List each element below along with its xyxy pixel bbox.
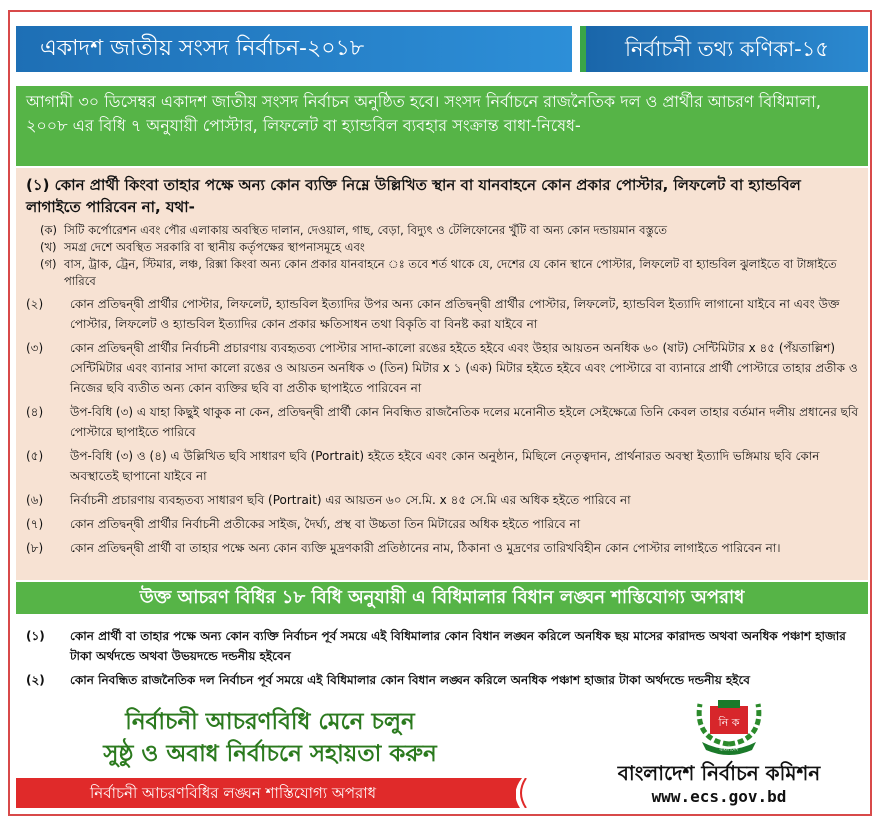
rule-text: কোন প্রতিদ্বন্দ্বী প্রার্থী বা তাহার পক্ষে অন্য কোন ব্যক্তি মুদ্রণকারী প্রতিষ্ঠানের নাম, ঠিকানা ও মুদ্রণের তারিখবিহীন কোন পোস্টার লাগাইতে পারিবেন না।: [70, 541, 781, 555]
rule-marker: (৪): [26, 405, 44, 419]
penalty-text: কোন নিবন্ধিত রাজনৈতিক দল নির্বাচন পূর্ব সময়ে এই বিধিমালার কোন বিধান লঙ্ঘন করিলে অনধিক পঞ্চাশ হাজার টাকা অর্থদন্ডে দন্ডনীয় হইবে: [70, 673, 750, 687]
penalty-marker: (১): [26, 629, 45, 643]
rule-item: [26, 538, 858, 558]
rules-panel: [16, 168, 868, 580]
rule-1-sub-item: [26, 222, 858, 239]
rule-item: [26, 402, 858, 442]
rule-1-sub-item: [26, 239, 858, 256]
penalty-marker: (২): [26, 673, 45, 687]
logo-ribbon-text: বাংলাদেশ: [719, 747, 739, 753]
rule-1-text: (১) কোন প্রার্থী কিংবা তাহার পক্ষে অন্য কোন ব্যক্তি নিম্নে উল্লিখিত স্থান বা যানবাহনে কোন প্রকার পোস্টার, লিফলেট বা হ্যান্ডবিল লাগাইতে পারিবেন না, যথা-: [26, 176, 801, 216]
sub-item-text: বাস, ট্রাক, ট্রেন, স্টিমার, লঞ্চ, রিক্সা কিংবা অন্য কোন প্রকার যানবাহনে ঃ তবে শর্ত থাকে যে, দেশের যে কোন স্থানে পোস্টার, লিফলেট বা হ্যান্ডবিল ঝুলাইতে বা টাঙ্গাইতে পারিবে: [64, 257, 837, 288]
logo-letters: নি ক: [718, 716, 740, 729]
intro-text: আগামী ৩০ ডিসেম্বর একাদশ জাতীয় সংসদ নির্বাচন অনুষ্ঠিত হবে। সংসদ নির্বাচনে রাজনৈতিক দল ও প্রার্থীর আচরণ বিধিমালা, ২০০৮ এর বিধি ৭ অনুযায়ী পোস্টার, লিফলেট বা হ্যান্ডবিল ব্যবহার সংক্রান্ত বাধা-নিষেধ-: [16, 86, 868, 166]
rule-item: [26, 514, 858, 534]
rule-text: নির্বাচনী প্রচারণায় ব্যবহৃতব্য সাধারণ ছবি (Portrait) এর আয়তন ৬০ সে.মি. x ৪৫ সে.মি এর অধিক হইতে পারিবে না: [70, 493, 631, 507]
rule-item: [26, 338, 858, 398]
sub-item-text: সমগ্র দেশে অবস্থিত সরকারি বা স্থানীয় কর্তৃপক্ষের স্থাপনাসমূহে এবং: [64, 240, 365, 254]
rule-item: [26, 490, 858, 510]
penalty-item: [26, 626, 858, 666]
rule-1-sub-item: [26, 256, 858, 290]
slogan-line-2: সুষ্ঠু ও অবাধ নির্বাচনে সহায়তা করুন: [103, 741, 437, 767]
rule-text: উপ-বিধি (৩) এ যাহা কিছুই থাকুক না কেন, প্রতিদ্বন্দ্বী প্রার্থী কোন নিবন্ধিত রাজনৈতিক দলের মনোনীত হইলে সেইক্ষেত্রে তিনি কেবল তাহার বর্তমান দলীয় প্রধানের ছবি পোস্টারে ছাপাইতে পারিবে: [70, 405, 859, 439]
footer-warning-banner: নির্বাচনী আচরণবিধির লঙ্ঘন শাস্তিযোগ্য অপরাধ: [16, 778, 516, 808]
rule-marker: (৫): [26, 449, 44, 463]
commission-name: বাংলাদেশ নির্বাচন কমিশন: [617, 761, 821, 785]
election-commission-logo: [688, 684, 770, 756]
rule-marker: (৬): [26, 493, 44, 507]
election-title-banner: একাদশ জাতীয় সংসদ নির্বাচন-২০১৮: [16, 26, 572, 72]
info-series-banner: নির্বাচনী তথ্য কণিকা-১৫: [580, 26, 868, 72]
rule-item: [26, 294, 858, 334]
penalty-text: কোন প্রার্থী বা তাহার পক্ষে অন্য কোন ব্যক্তি নির্বাচন পূর্ব সময়ে এই বিধিমালার কোন বিধান লঙ্ঘন করিলে অনধিক ছয় মাসের কারাদন্ড অথবা অনধিক পঞ্চাশ হাজার টাকা অর্থদন্ডে অথবা উভয়দন্ডে দন্ডনীয় হইবেন: [70, 629, 846, 663]
penalty-heading: উক্ত আচরণ বিধির ১৮ বিধি অনুযায়ী এ বিধিমালার বিধান লঙ্ঘন শাস্তিযোগ্য অপরাধ: [16, 582, 868, 614]
sub-item-marker: (ক): [40, 223, 58, 237]
slogan: [40, 706, 500, 770]
rule-text: কোন প্রতিদ্বন্দ্বী প্রার্থীর নির্বাচনী প্রতীকের সাইজ, দৈর্ঘ্য, প্রস্থ বা উচ্চতা তিন মিটারের অধিক হইতে পারিবে না: [70, 517, 581, 531]
penalty-list: [16, 618, 868, 694]
rule-marker: (৭): [26, 517, 44, 531]
rule-item: [26, 446, 858, 486]
sub-item-text: সিটি কর্পোরেশন এবং পৌর এলাকায় অবস্থিত দালান, দেওয়াল, গাছ, বেড়া, বিদ্যুৎ ও টেলিফোনের খুঁটি বা অন্য কোন দন্ডায়মান বস্তুতে: [64, 223, 668, 237]
slogan-line-1: নির্বাচনী আচরণবিধি মেনে চলুন: [125, 709, 415, 735]
rule-text: উপ-বিধি (৩) ও (৪) এ উল্লিখিত ছবি সাধারণ ছবি (Portrait) হইতে হইবে এবং কোন অনুষ্ঠান, মিছিলে নেতৃত্বদান, প্রার্থনারত অবস্থা ইত্যাদি ভঙ্গিমায় ছবি কোন অবস্থাতেই ছাপানো যাইবে না: [70, 449, 820, 483]
rule-marker: (২): [26, 297, 44, 311]
banner-tail-decoration: [508, 778, 538, 808]
sub-item-marker: (গ): [40, 257, 57, 271]
commission-website[interactable]: www.ecs.gov.bd: [651, 787, 787, 806]
rule-text: কোন প্রতিদ্বন্দ্বী প্রার্থীর নির্বাচনী প্রচারণায় ব্যবহৃতব্য পোস্টার সাদা-কালো রঙের হইতে হইবে এবং উহার আয়তন অনধিক ৬০ (ষাট) সেন্টিমিটার x ৪৫ (পঁয়তাল্লিশ) সেন্টিমিটার এবং ব্যানার সাদা কালো রঙের ও আয়তন অনধিক ৩ (তিন) মিটার x ১ (এক) মিটার হইতে হইবে এবং পোস্টারে বা ব্যানারে প্রার্থী পোস্টারে তাহার প্রতীক ও নিজের ছবি ব্যতীত অন্য কোন ব্যক্তির ছবি বা প্রতীক ছাপাইতে পারিবেন না: [70, 341, 858, 395]
sub-item-marker: (খ): [40, 240, 57, 254]
rule-marker: (৩): [26, 341, 44, 355]
rule-marker: (৮): [26, 541, 44, 555]
rule-text: কোন প্রতিদ্বন্দ্বী প্রার্থীর পোস্টার, লিফলেট, হ্যান্ডবিল ইত্যাদির উপর অন্য কোন প্রতিদ্বন্দ্বী প্রার্থীর পোস্টার, লিফলেট, হ্যান্ডবিল ইত্যাদি লাগানো যাইবে না এবং উক্ত পোস্টার, লিফলেট ও হ্যান্ডবিল ইত্যাদির কোন প্রকার ক্ষতিসাধন তথা বিকৃতি বা বিনষ্ট করা যাইবে না: [70, 297, 840, 331]
